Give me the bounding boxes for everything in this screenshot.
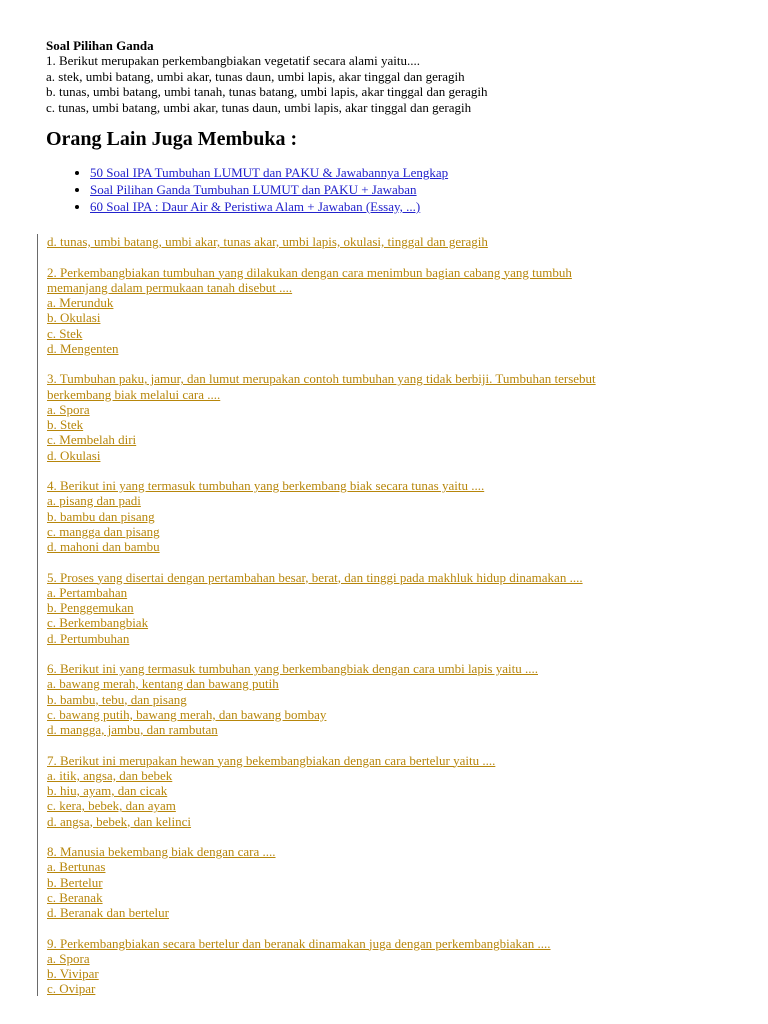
question-3-text[interactable]: berkembang biak melalui cara ....: [47, 386, 221, 402]
question-7-option[interactable]: d. angsa, bebek, dan kelinci: [47, 813, 192, 829]
question-8-option[interactable]: a. Bertunas: [47, 859, 106, 875]
question-9-option[interactable]: b. Vivipar: [47, 966, 99, 981]
question-3-option[interactable]: d. Okulasi: [47, 447, 101, 463]
question-spacer: [47, 249, 757, 264]
question-4-text[interactable]: 4. Berikut ini yang termasuk tumbuhan yang berkembang biak secara tunas yaitu ....: [47, 478, 485, 493]
question-7-option[interactable]: b. hiu, ayam, dan cicak: [47, 783, 168, 798]
question-6-option[interactable]: d. mangga, jambu, dan rambutan: [47, 722, 218, 737]
question-2-option[interactable]: c. Stek: [47, 325, 83, 341]
question-spacer: [47, 646, 757, 661]
question-2-option[interactable]: b. Okulasi: [47, 310, 101, 326]
question-3-option[interactable]: c. Membelah diri: [47, 432, 137, 448]
question-6-option[interactable]: c. bawang putih, bawang merah, dan bawang bombay: [47, 706, 327, 722]
question-1: 1. Berikut merupakan perkembangbiakan vegetatif secara alami yaitu....: [46, 53, 420, 69]
question-7-option[interactable]: c. kera, bebek, dan ayam: [47, 798, 176, 814]
question-spacer: [47, 356, 757, 371]
question-1-option-a: a. stek, umbi batang, umbi akar, tunas daun, umbi lapis, akar tinggal dan geragih: [46, 68, 465, 84]
question-8-option[interactable]: b. Bertelur: [47, 874, 103, 890]
question-6-text[interactable]: 6. Berikut ini yang termasuk tumbuhan yang berkembangbiak dengan cara umbi lapis yaitu ....: [47, 661, 538, 676]
related-link-item: [90, 198, 746, 215]
question-2-text[interactable]: 2. Perkembangbiakan tumbuhan yang dilakukan dengan cara menimbun bagian cabang yang tumbuh: [47, 264, 572, 280]
question-4-option[interactable]: a. pisang dan padi: [47, 493, 141, 509]
related-link-item: [90, 181, 746, 198]
related-link-3[interactable]: 60 Soal IPA : Daur Air & Peristiwa Alam + Jawaban (Essay, ...): [90, 199, 421, 215]
section-title: Soal Pilihan Ganda: [46, 38, 154, 53]
question-spacer: [47, 554, 757, 569]
question-8-option[interactable]: c. Beranak: [47, 889, 103, 905]
question-9-text[interactable]: 9. Perkembangbiakan secara bertelur dan beranak dinamakan juga dengan perkembangbiakan ....: [47, 935, 551, 951]
question-2-text[interactable]: memanjang dalam permukaan tanah disebut ....: [47, 279, 293, 295]
related-heading: Orang Lain Juga Membuka :: [46, 128, 298, 151]
continuation-section: [37, 234, 757, 996]
question-4-option[interactable]: b. bambu dan pisang: [47, 508, 155, 524]
question-9-option[interactable]: c. Ovipar: [47, 981, 96, 997]
question-7-option[interactable]: a. itik, angsa, dan bebek: [47, 767, 173, 783]
question-4-option[interactable]: d. mahoni dan bambu: [47, 539, 160, 554]
question-spacer: [47, 829, 757, 844]
related-link-1[interactable]: 50 Soal IPA Tumbuhan LUMUT dan PAKU & Jawabannya Lengkap: [90, 165, 449, 181]
question-4-option[interactable]: c. mangga dan pisang: [47, 523, 160, 539]
question-9-option[interactable]: a. Spora: [47, 950, 90, 966]
related-links-list: [46, 164, 746, 215]
question-5-option[interactable]: b. Penggemukan: [47, 600, 134, 615]
question-8-text[interactable]: 8. Manusia bekembang biak dengan cara ....: [47, 844, 276, 859]
related-link-item: [90, 164, 746, 181]
question-1-option-b: b. tunas, umbi batang, umbi tanah, tunas batang, umbi lapis, akar tinggal dan geragih: [46, 84, 488, 100]
question-8-option[interactable]: d. Beranak dan bertelur: [47, 905, 170, 920]
question-spacer: [47, 737, 757, 752]
question-5-option[interactable]: a. Pertambahan: [47, 584, 128, 600]
question-spacer: [47, 920, 757, 935]
question-6-option[interactable]: a. bawang merah, kentang dan bawang putih: [47, 676, 279, 692]
question-3-text[interactable]: 3. Tumbuhan paku, jamur, dan lumut merupakan contoh tumbuhan yang tidak berbiji. Tumbuhan tersebut: [47, 371, 596, 387]
question-1-option-d[interactable]: d. tunas, umbi batang, umbi akar, tunas akar, umbi lapis, okulasi, tinggal dan geragih: [47, 234, 488, 249]
question-5-option[interactable]: c. Berkembangbiak: [47, 615, 149, 631]
question-3-option[interactable]: a. Spora: [47, 401, 90, 417]
question-1-option-c: c. tunas, umbi batang, umbi akar, tunas daun, umbi lapis, akar tinggal dan geragih: [46, 99, 472, 115]
related-link-2[interactable]: Soal Pilihan Ganda Tumbuhan LUMUT dan PAKU + Jawaban: [90, 182, 417, 198]
question-5-option[interactable]: d. Pertumbuhan: [47, 630, 130, 646]
document-page: [46, 38, 746, 215]
question-5-text[interactable]: 5. Proses yang disertai dengan pertambahan besar, berat, dan tinggi pada makhluk hidup dinamakan ....: [47, 569, 583, 585]
question-6-option[interactable]: b. bambu, tebu, dan pisang: [47, 691, 187, 707]
question-spacer: [47, 463, 757, 478]
question-3-option[interactable]: b. Stek: [47, 417, 84, 432]
question-2-option[interactable]: a. Merunduk: [47, 295, 114, 310]
question-2-option[interactable]: d. Mengenten: [47, 340, 119, 356]
question-7-text[interactable]: 7. Berikut ini merupakan hewan yang bekembangbiakan dengan cara bertelur yaitu ....: [47, 752, 496, 768]
